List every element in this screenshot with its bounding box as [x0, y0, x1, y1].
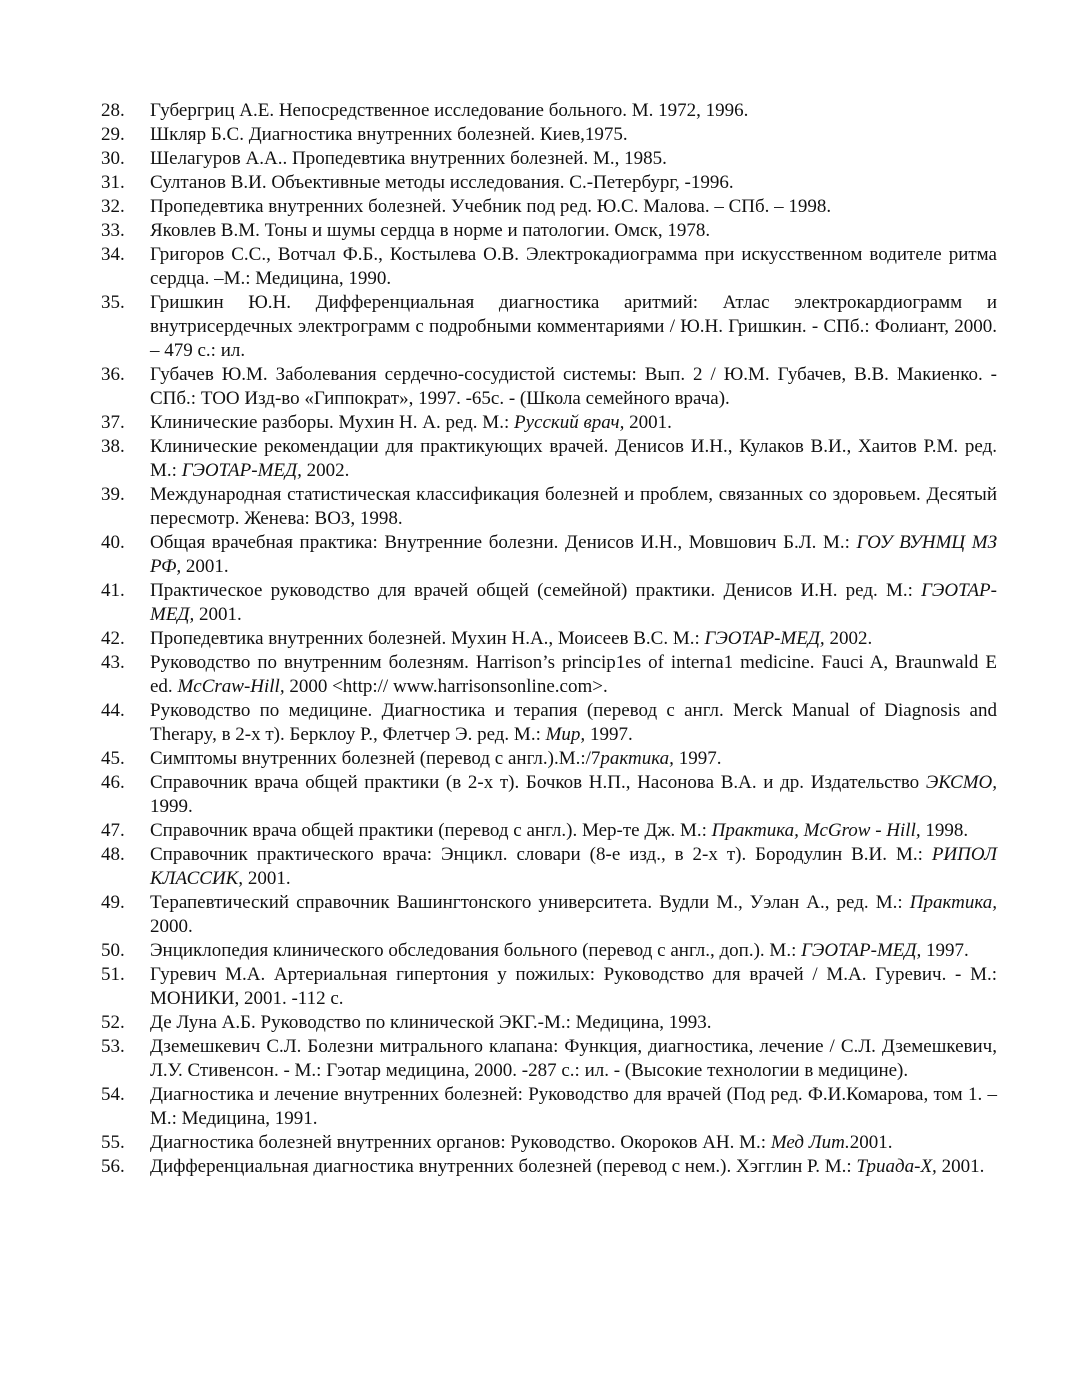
reference-text-segment: Международная статистическая классификация болезней и проблем, связанных со здоровьем. Десятый пересмотр. Женева: ВОЗ, 1998. [150, 484, 997, 529]
reference-text [150, 220, 710, 241]
reference-text-segment: Пропедевтика внутренних болезней. Мухин Н.А., Моисеев В.С. М.: [150, 628, 705, 649]
reference-text-segment: 2001. [181, 556, 229, 577]
reference-text [150, 652, 997, 697]
reference-text-segment: 1999. [150, 796, 193, 817]
reference-text-segment: Дземешкевич С.Л. Болезни митрального клапана: Функция, диагностика, лечение / С.Л. Дземешкевич, Л.У. Стивенсон. - М.: Гэотар медицина, 2000. -287 с.: ил. - (Высокие технологии в медицине). [150, 1036, 997, 1081]
reference-item [0, 123, 997, 147]
reference-text [150, 628, 872, 649]
reference-item [0, 1035, 997, 1083]
reference-text-segment: Руководство по медицине. Диагностика и терапия (перевод с англ. Merck Manual of Diagnosis and Therapy, в 2-х т). Берклоу Р., Флетчер Э. ред. М.: [150, 700, 997, 745]
reference-text [150, 172, 734, 193]
reference-text-segment: 1997. [673, 748, 722, 769]
reference-list [0, 99, 1071, 1179]
reference-number: 34. [101, 244, 125, 265]
reference-text [150, 1084, 997, 1129]
reference-item [0, 843, 997, 891]
reference-number: 49. [101, 892, 125, 913]
reference-publisher-italic: ГОУ ВУНМЦ МЗ РФ, [150, 532, 997, 577]
reference-text-segment: Справочник врача общей практики (перевод с англ.). Мер-те Дж. М.: [150, 820, 712, 841]
reference-text-segment: Шкляр Б.С. Диагностика внутренних болезней. Киев,1975. [150, 124, 628, 145]
reference-text [150, 412, 672, 433]
reference-text-segment: Шелагуров А.А.. Пропедевтика внутренних болезней. М., 1985. [150, 148, 667, 169]
reference-number: 43. [101, 652, 125, 673]
reference-text-segment: Гришкин Ю.Н. Дифференциальная диагностика аритмий: Атлас электрокардиограмм и внутрисердечных электрограмм с подробными комментариями / Ю.Н. Гришкин. - СПб.: Фолиант, 2000. – 479 с.: ил. [150, 292, 997, 361]
reference-number: 47. [101, 820, 125, 841]
reference-item [0, 411, 997, 435]
reference-number: 54. [101, 1084, 125, 1105]
reference-text-segment: Диагностика болезней внутренних органов: Руководство. Окороков АН. М.: [150, 1132, 771, 1153]
reference-number: 33. [101, 220, 125, 241]
reference-text-segment: Яковлев В.М. Тоны и шумы сердца в норме и патологии. Омск, 1978. [150, 220, 711, 241]
reference-item [0, 531, 997, 579]
reference-number: 40. [101, 532, 125, 553]
reference-text-segment: Григоров С.С., Вотчал Ф.Б., Костылева О.В. Электрокадиограмма при искусственном водителе ритма сердца. –М.: Медицина, 1990. [150, 244, 997, 289]
reference-text-segment: Диагностика и лечение внутренних болезней: Руководство для врачей (Под ред. Ф.И.Комарова, том 1. –М.: Медицина, 1991. [150, 1084, 997, 1129]
reference-item [0, 699, 997, 747]
reference-text [150, 1156, 984, 1177]
reference-item [0, 243, 997, 291]
reference-item [0, 435, 997, 483]
document-page [0, 99, 1071, 1179]
reference-number: 39. [101, 484, 125, 505]
reference-item [0, 1155, 997, 1179]
reference-number: 56. [101, 1156, 125, 1177]
reference-text-segment: Справочник практического врача: Энцикл. словари (8-е изд., в 2-х т). Бородулин В.И. М.: [150, 844, 932, 865]
reference-text-segment: 2001. [194, 604, 242, 625]
reference-item [0, 819, 997, 843]
reference-text-segment: Руководство по внутренним болезням. Harrison’s princip1es of interna1 medicine. Fauci A, Braunwald E ed. [150, 652, 997, 697]
reference-text-segment: 2000 <http:// www.harrisonsonline.com>. [284, 676, 608, 697]
reference-text [150, 148, 667, 169]
reference-text-segment: Клинические разборы. Мухин Н. А. ред. М.: [150, 412, 514, 433]
reference-text-segment: 1997. [921, 940, 969, 961]
reference-number: 45. [101, 748, 125, 769]
reference-item [0, 1083, 997, 1131]
reference-publisher-italic: ГЭОТАР-МЕД, [704, 628, 825, 649]
reference-number: 30. [101, 148, 125, 169]
reference-item [0, 195, 997, 219]
reference-number: 46. [101, 772, 125, 793]
reference-text [150, 1036, 997, 1081]
reference-publisher-italic: ЭКСМО, [925, 772, 997, 793]
reference-text [150, 1012, 712, 1033]
reference-item [0, 363, 997, 411]
reference-text-segment: Энциклопедия клинического обследования больного (перевод с англ., доп.). М.: [150, 940, 802, 961]
reference-publisher-italic: Мед Лит. [770, 1132, 850, 1153]
reference-text-segment: Клинические рекомендации для практикующих врачей. Денисов И.Н., Кулаков В.И., Хаитов Р.М. ред. М.: [150, 436, 997, 481]
reference-text [150, 1132, 893, 1153]
reference-number: 53. [101, 1036, 125, 1057]
reference-text [150, 484, 997, 529]
reference-text-segment: 2001. [936, 1156, 985, 1177]
reference-item [0, 483, 997, 531]
reference-publisher-italic: Триада-Х, [856, 1156, 937, 1177]
reference-number: 50. [101, 940, 125, 961]
reference-number: 55. [101, 1132, 125, 1153]
reference-publisher-italic: Русский врач, [513, 412, 625, 433]
reference-item [0, 627, 997, 651]
reference-text [150, 940, 969, 961]
reference-text-segment: Симптомы внутренних болезней (перевод с англ.).М.:/7 [150, 748, 601, 769]
reference-number: 28. [101, 100, 125, 121]
reference-publisher-italic: РИПОЛ КЛАССИК, [150, 844, 997, 889]
reference-text [150, 748, 721, 769]
reference-item [0, 963, 997, 1011]
reference-item [0, 771, 997, 819]
reference-text-segment: Общая врачебная практика: Внутренние болезни. Денисов И.Н., Мовшович Б.Л. М.: [150, 532, 857, 553]
reference-publisher-italic: Практика, McGrow - Hill, [711, 820, 921, 841]
reference-item [0, 291, 997, 363]
reference-item [0, 651, 997, 699]
reference-text-segment: Справочник врача общей практики (в 2-х т). Бочков Н.П., Насонова В.А. и др. Издательство [150, 772, 926, 793]
reference-item [0, 1131, 997, 1155]
reference-publisher-italic: Практика, [909, 892, 997, 913]
reference-text-segment: 2002. [301, 460, 350, 481]
reference-text [150, 244, 997, 289]
reference-publisher-italic: рактика, [600, 748, 674, 769]
reference-publisher-italic: McCraw-Hill, [177, 676, 285, 697]
reference-number: 31. [101, 172, 125, 193]
reference-number: 44. [101, 700, 125, 721]
reference-number: 37. [101, 412, 125, 433]
reference-item [0, 147, 997, 171]
reference-publisher-italic: ГЭОТАР-МЕД, [801, 940, 922, 961]
reference-number: 36. [101, 364, 125, 385]
reference-text-segment: Султанов В.И. Объективные методы исследования. С.-Петербург, -1996. [150, 172, 734, 193]
reference-publisher-italic: ГЭОТАР-МЕД, [181, 460, 302, 481]
reference-number: 52. [101, 1012, 125, 1033]
reference-text-segment: 2002. [824, 628, 873, 649]
reference-number: 32. [101, 196, 125, 217]
reference-text-segment: Терапевтический справочник Вашингтонского университета. Вудли М., Уэлан А., ред. М.: [150, 892, 910, 913]
reference-text [150, 124, 628, 145]
reference-text-segment: Губачев Ю.М. Заболевания сердечно-сосудистой системы: Вып. 2 / Ю.М. Губачев, В.В. Макиенко. - СПб.: ТОО Изд-во «Гиппократ», 1997. -65с. - (Школа семейного врача). [150, 364, 997, 409]
reference-number: 42. [101, 628, 125, 649]
reference-number: 41. [101, 580, 125, 601]
reference-text [150, 100, 748, 121]
reference-text-segment: Пропедевтика внутренних болезней. Учебник под ред. Ю.С. Малова. – СПб. – 1998. [150, 196, 832, 217]
reference-text [150, 196, 831, 217]
reference-text-segment: Гуревич М.А. Артериальная гипертония у пожилых: Руководство для врачей / М.А. Гуревич. - М.: МОНИКИ, 2001. -112 с. [150, 964, 997, 1009]
reference-item [0, 579, 997, 627]
reference-text-segment: Дифференциальная диагностика внутренних болезней (перевод с нем.). Хэгглин Р. М.: [150, 1156, 857, 1177]
reference-text-segment: 2001. [624, 412, 672, 433]
reference-text-segment: 2001. [243, 868, 291, 889]
reference-item [0, 99, 997, 123]
reference-item [0, 939, 997, 963]
reference-number: 38. [101, 436, 125, 457]
reference-text [150, 364, 997, 409]
reference-text-segment: 2000. [150, 916, 193, 937]
reference-text [150, 580, 997, 625]
reference-text-segment: 2001. [849, 1132, 893, 1153]
reference-text [150, 436, 997, 481]
reference-text [150, 772, 997, 817]
reference-number: 35. [101, 292, 125, 313]
reference-item [0, 219, 997, 243]
reference-text-segment: 1997. [585, 724, 633, 745]
reference-text [150, 700, 997, 745]
reference-publisher-italic: ГЭОТАР-МЕД, [150, 580, 997, 625]
reference-text [150, 964, 997, 1009]
reference-text-segment: Де Луна А.Б. Руководство по клинической ЭКГ.-М.: Медицина, 1993. [150, 1012, 712, 1033]
reference-item [0, 747, 997, 771]
reference-text-segment: Практическое руководство для врачей общей (семейной) практики. Денисов И.Н. ред. М.: [150, 580, 922, 601]
reference-text [150, 532, 997, 577]
reference-text [150, 292, 997, 361]
reference-item [0, 891, 997, 939]
reference-text-segment: Губергриц А.Е. Непосредственное исследование больного. М. 1972, 1996. [150, 100, 749, 121]
reference-number: 29. [101, 124, 125, 145]
reference-item [0, 171, 997, 195]
reference-text [150, 844, 997, 889]
reference-publisher-italic: Мир, [545, 724, 586, 745]
reference-text [150, 892, 997, 937]
reference-text [150, 820, 968, 841]
reference-item [0, 1011, 997, 1035]
reference-number: 48. [101, 844, 125, 865]
reference-text-segment: 1998. [920, 820, 969, 841]
reference-number: 51. [101, 964, 125, 985]
